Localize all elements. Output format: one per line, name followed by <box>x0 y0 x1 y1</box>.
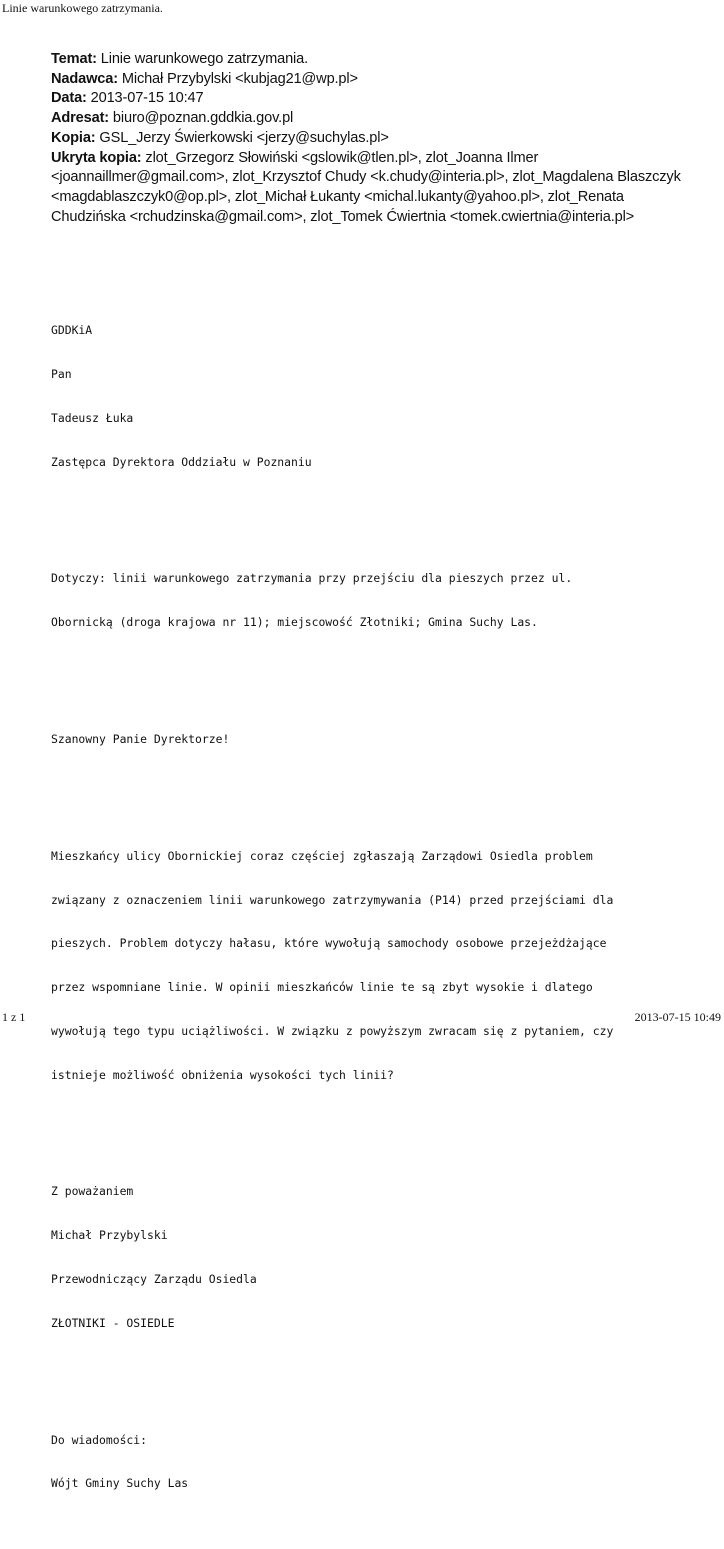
cc-note-line: Do wiadomości: <box>51 1432 148 1447</box>
header-subject <box>51 50 691 70</box>
subject-line: Dotyczy: linii warunkowego zatrzymania przy przejściu dla pieszych przez ul. <box>51 571 573 586</box>
cc-note-line: Wójt Gminy Suchy Las <box>51 1476 189 1491</box>
subject-block <box>51 542 701 659</box>
content-line: przez wspomniane linie. W opinii mieszkańców linie te są zbyt wysokie i dlatego <box>51 980 593 995</box>
recipient-line: GDDKiA <box>51 323 93 338</box>
header-recipient <box>51 109 691 129</box>
email-body <box>51 265 701 1549</box>
recipient-line: Tadeusz Łuka <box>51 410 134 425</box>
header-value: Linie warunkowego zatrzymania. <box>100 51 308 67</box>
content-block <box>51 820 701 1112</box>
header-value: Michał Przybylski <kubjag21@wp.pl> <box>121 70 358 87</box>
content-line: pieszych. Problem dotyczy hałasu, które wywołują samochody osobowe przejeżdżające <box>51 936 607 951</box>
header-value: biuro@poznan.gddkia.gov.pl <box>112 110 294 127</box>
content-line: wywołują tego typu uciążliwości. W związku z powyższym zwracam się z pytaniem, czy <box>51 1023 614 1038</box>
header-label: Nadawca: <box>51 70 118 87</box>
signature-line: Przewodniczący Zarządu Osiedla <box>51 1271 257 1286</box>
header-value: 2013-07-15 10:47 <box>90 90 204 107</box>
cc-note-block <box>51 1403 701 1520</box>
email-headers <box>51 50 691 227</box>
signature-block <box>51 1155 701 1359</box>
header-label: Adresat: <box>51 110 110 127</box>
header-label: Data: <box>51 90 87 107</box>
signature-line: Z poważaniem <box>51 1184 134 1199</box>
header-label: Temat: <box>51 51 97 67</box>
header-sender <box>51 70 691 90</box>
header-label: Ukryta kopia: <box>51 149 142 166</box>
signature-line: ZŁOTNIKI - OSIEDLE <box>51 1315 175 1330</box>
recipient-line: Pan <box>51 367 72 382</box>
subject-line: Obornicką (droga krajowa nr 11); miejscowość Złotniki; Gmina Suchy Las. <box>51 615 538 630</box>
header-cc <box>51 129 691 149</box>
signature-line: Michał Przybylski <box>51 1228 168 1243</box>
header-date <box>51 89 691 109</box>
page-header: Linie warunkowego zatrzymania. <box>2 1 163 15</box>
greeting-line: Szanowny Panie Dyrektorze! <box>51 732 230 746</box>
print-timestamp: 2013-07-15 10:49 <box>634 1010 721 1024</box>
header-value: GSL_Jerzy Świerkowski <jerzy@suchylas.pl> <box>99 129 389 146</box>
recipient-block <box>51 294 701 498</box>
content-line: związany z oznaczeniem linii warunkowego zatrzymywania (P14) przed przejściami dla <box>51 892 614 907</box>
header-value: zlot_Grzegorz Słowiński <gslowik@tlen.pl>, zlot_Joanna Ilmer <joannaillmer@gmail.com>, zlot_Krzysztof Chudy <k.chudy@interia.pl>, zlot_Magdalena Blaszczyk <magdablaszczyk0@op.pl>, zlot_Michał Łukanty <michal.lukanty@yahoo.pl>, zlot_Renata Chudzińska <rchudzinska@gmail.com>, zlot_Tomek Ćwiertnia <tomek.cwiertnia@interia.pl> <box>51 149 681 225</box>
content-line: istnieje możliwość obniżenia wysokości tych linii? <box>51 1067 394 1082</box>
page-number: 1 z 1 <box>2 1010 26 1024</box>
header-bcc <box>51 149 691 228</box>
header-label: Kopia: <box>51 129 96 146</box>
content-line: Mieszkańcy ulicy Obornickiej coraz częściej zgłaszają Zarządowi Osiedla problem <box>51 848 593 863</box>
recipient-line: Zastępca Dyrektora Oddziału w Poznaniu <box>51 454 312 469</box>
greeting-block <box>51 703 701 776</box>
